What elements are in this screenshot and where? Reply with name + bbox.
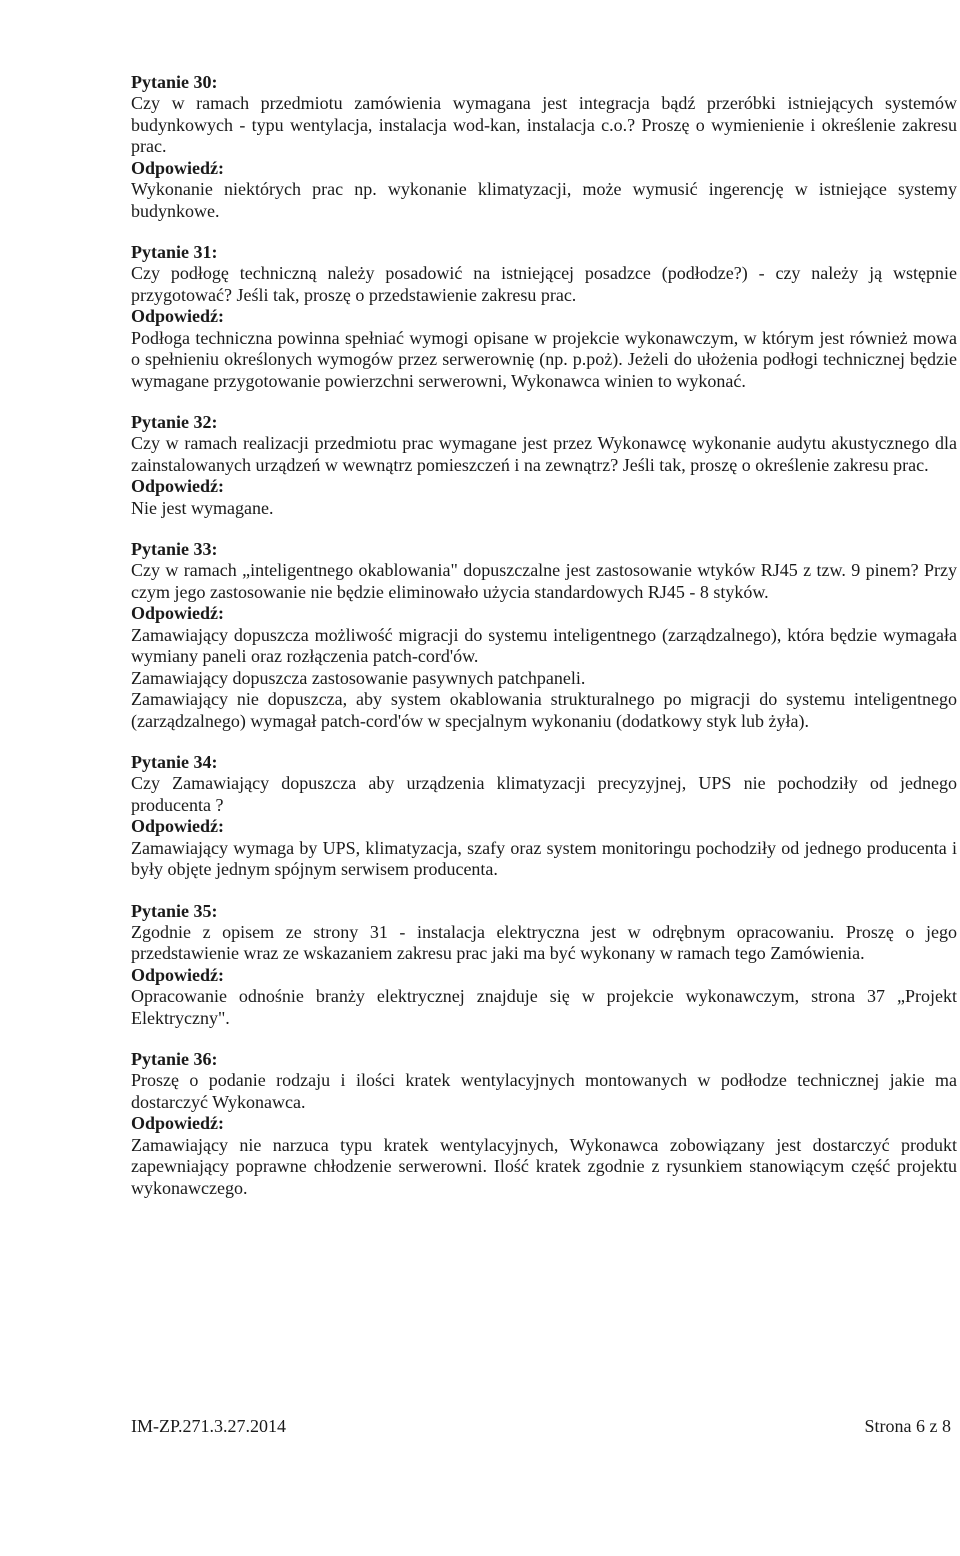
question-title: Pytanie 31: — [131, 242, 218, 262]
answer-paragraph: Zamawiający dopuszcza zastosowanie pasywnych patchpaneli. — [131, 667, 586, 688]
answer-paragraph: Nie jest wymagane. — [131, 497, 274, 518]
question-text: Czy w ramach „inteligentnego okablowania" dopuszczalne jest zastosowanie wtyków RJ45 z tzw. 9 pinem? Przy czym jego zastosowanie nie będzie eliminowało użycia standardowych RJ45 - 8 styków. — [131, 560, 957, 602]
question-text: Proszę o podanie rodzaju i ilości kratek wentylacyjnych montowanych w podłodze technicznej jakie ma dostarczyć Wykonawca. — [131, 1070, 957, 1112]
document-reference: IM-ZP.271.3.27.2014 — [131, 1416, 287, 1436]
answer-paragraph: Opracowanie odnośnie branży elektrycznej znajduje się w projekcie wykonawczym, strona 37 „Projekt Elektryczny". — [131, 986, 957, 1028]
question-text: Czy Zamawiający dopuszcza aby urządzenia klimatyzacji precyzyjnej, UPS nie pochodziły od jednego producenta ? — [131, 773, 957, 815]
qa-block-31 — [131, 242, 957, 392]
page-number: Strona 6 z 8 — [864, 1416, 951, 1436]
question-text: Zgodnie z opisem ze strony 31 - instalacja elektryczna jest w odrębnym opracowaniu. Proszę o jego przedstawienie wraz ze wskazaniem zakresu prac jaki ma być wykonany w ramach tego Zamówienia. — [131, 921, 957, 963]
question-title: Pytanie 35: — [131, 900, 218, 921]
answer-text — [131, 838, 957, 881]
question-title: Pytanie 32: — [131, 412, 218, 432]
answer-label: Odpowiedź: — [131, 306, 225, 326]
answer-text — [131, 1135, 957, 1200]
qa-block-35 — [131, 901, 957, 1030]
answer-label: Odpowiedź: — [131, 157, 225, 178]
question-text: Czy w ramach przedmiotu zamówienia wymagana jest integracja bądź przeróbki istniejących systemów budynkowych - typu wentylacja, instalacja wod-kan, instalacja c.o.? Proszę o wymienienie i określenie zakresu prac. — [131, 93, 957, 156]
answer-label: Odpowiedź: — [131, 816, 225, 836]
answer-text — [131, 179, 957, 222]
question-title: Pytanie 33: — [131, 539, 218, 559]
qa-block-36 — [131, 1049, 957, 1199]
answer-text — [131, 986, 957, 1029]
answer-label: Odpowiedź: — [131, 476, 225, 496]
answer-label: Odpowiedź: — [131, 964, 225, 985]
question-text: Czy w ramach realizacji przedmiotu prac wymagane jest przez Wykonawcę wykonanie audytu akustycznego dla zainstalowanych urządzeń w wewnątrz pomieszczeń i na zewnątrz? Jeśli tak, proszę o określenie zakresu prac. — [131, 433, 957, 475]
question-text: Czy podłogę techniczną należy posadowić na istniejącej posadzce (podłodze?) - czy należy ją wstępnie przygotować? Jeśli tak, proszę o przedstawienie zakresu prac. — [131, 263, 957, 305]
answer-text — [131, 328, 957, 393]
answer-label: Odpowiedź: — [131, 1113, 225, 1133]
question-title: Pytanie 36: — [131, 1049, 218, 1069]
answer-label: Odpowiedź: — [131, 603, 225, 623]
page-footer — [131, 1416, 951, 1437]
question-title: Pytanie 30: — [131, 72, 218, 92]
answer-paragraph: Zamawiający nie dopuszcza, aby system okablowania strukturalnego po migracji do systemu inteligentnego (zarządzalnego) wymagał patch-cord'ów w specjalnym wykonaniu (dodatkowy styk lub żyła). — [131, 689, 957, 731]
answer-paragraph: Podłoga techniczna powinna spełniać wymogi opisane w projekcie wykonawczym, w którym jest również mowa o spełnieniu określonych wymogów przez serwerownię (np. p.poż). Jeżeli do ułożenia podłogi technicznej będzie wymagane przygotowanie powierzchni serwerowni, Wykonawca winien to wykonać. — [131, 327, 957, 391]
qa-block-33 — [131, 539, 957, 732]
question-title: Pytanie 34: — [131, 752, 218, 772]
answer-text — [131, 498, 957, 520]
answer-paragraph: Wykonanie niektórych prac np. wykonanie klimatyzacji, może wymusić ingerencję w istniejące systemy budynkowe. — [131, 179, 957, 221]
answer-paragraph: Zamawiający wymaga by UPS, klimatyzacja, szafy oraz system monitoringu pochodziły od jednego producenta i były objęte jednym spójnym serwisem producenta. — [131, 837, 957, 879]
answer-text — [131, 625, 957, 733]
qa-block-34 — [131, 752, 957, 881]
answer-paragraph: Zamawiający nie narzuca typu kratek wentylacyjnych, Wykonawca zobowiązany jest dostarczyć produkt zapewniający poprawne chłodzenie serwerowni. Ilość kratek zgodnie z rysunkiem stanowiącym część projektu wykonawczego. — [131, 1134, 957, 1198]
qa-block-30 — [131, 72, 957, 222]
qa-block-32 — [131, 412, 957, 519]
document-body — [131, 72, 957, 1219]
answer-paragraph: Zamawiający dopuszcza możliwość migracji do systemu inteligentnego (zarządzalnego), która będzie wymagała wymiany paneli oraz rozłączenia patch-cord'ów. — [131, 624, 957, 666]
